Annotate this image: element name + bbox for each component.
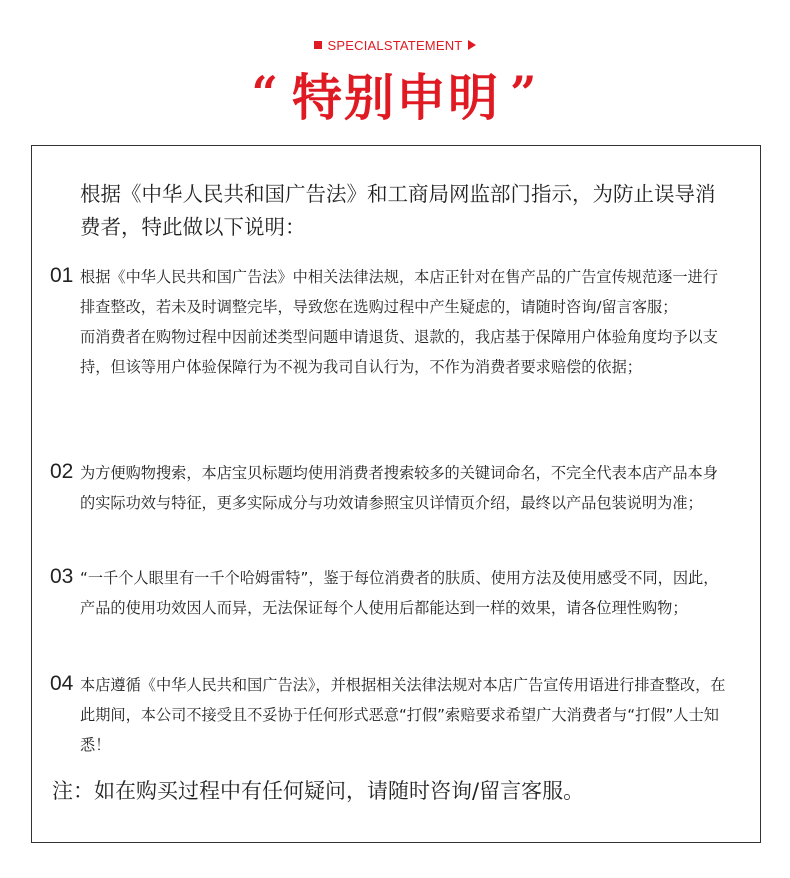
item-paragraph: 为方便购物搜索，本店宝贝标题均使用消费者搜索较多的关键词命名，不完全代表本店产品本身的实际功效与特征，更多实际成分与功效请参照宝贝详情页介绍，最终以产品包装说明为准；: [80, 464, 718, 512]
item-paragraph: 根据《中华人民共和国广告法》中相关法律法规，本店正针对在售产品的广告宣传规范逐一进行排查整改，若未及时调整完毕，导致您在选购过程中产生疑虑的，请随时咨询/留言客服；: [80, 268, 718, 316]
close-quote: ”: [510, 66, 539, 120]
item-text: [80, 670, 732, 760]
square-icon: [314, 41, 322, 49]
intro-text: 根据《中华人民共和国广告法》和工商局网监部门指示，为防止误导消费者，特此做以下说明：: [80, 182, 716, 239]
open-quote: “: [251, 66, 280, 120]
page-title: [0, 58, 790, 130]
item-text: [80, 458, 732, 518]
page-title-text: 特别申明: [292, 69, 500, 127]
item-paragraph: 本店遵循《中华人民共和国广告法》，并根据相关法律法规对本店广告宣传用语进行排查整改，在此期间，本公司不接受且不妥协于任何形式恶意“打假”索赔要求希望广大消费者与“打假”人士知悉！: [80, 676, 726, 754]
item-text: [80, 563, 732, 623]
play-triangle-icon: [468, 40, 476, 50]
item-number: 01: [50, 264, 74, 287]
section-tag-label: SPECIALSTATEMENT: [327, 38, 463, 53]
item-text: [80, 262, 732, 382]
item-number: 02: [50, 460, 74, 483]
footer-note: 注：如在购买过程中有任何疑问，请随时咨询/留言客服。: [52, 779, 585, 803]
item-number: 03: [50, 565, 74, 588]
item-paragraph: “一千个人眼里有一千个哈姆雷特”，鉴于每位消费者的肤质、使用方法及使用感受不同，因此，产品的使用功效因人而异，无法保证每个人使用后都能达到一样的效果，请各位理性购物；: [80, 569, 719, 617]
section-tag: [0, 38, 790, 53]
item-paragraph: 而消费者在购物过程中因前述类型问题申请退货、退款的，我店基于保障用户体验角度均予以支持，但该等用户体验保障行为不视为我司自认行为，不作为消费者要求赔偿的依据；: [80, 328, 718, 376]
item-number: 04: [50, 672, 74, 695]
